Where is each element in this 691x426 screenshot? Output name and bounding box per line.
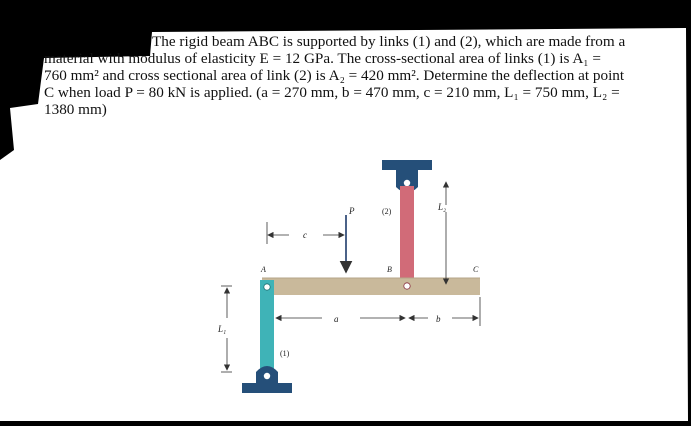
problem-text-line-4: C when load P = 80 kN is applied. (a = 270 mm, b = 470 mm, c = 210 mm, L₁ = 750 mm, L₂ = [44,84,620,101]
point-c-label: C [473,265,479,274]
pin-b [404,283,410,289]
dim-l2-label: L₂ [438,202,447,212]
rigid-beam [262,278,480,295]
link-2 [400,186,414,286]
top-support-plate [382,160,432,170]
bottom-support-plate [242,383,292,393]
dim-l1-label: L₁ [218,324,227,334]
link-1-label: (1) [280,349,290,358]
problem-text-line-3: 760 mm² and cross sectional area of link (2) is A₂ = 420 mm². Determine the deflection at point [44,67,625,84]
bottom-pin [264,373,270,379]
dim-b-label: b [436,314,441,324]
problem-text-line-5: 1380 mm) [44,101,107,118]
link-2-label: (2) [382,207,392,216]
dim-a-label: a [334,314,339,324]
point-a-label: A [261,265,266,274]
dim-c-label: c [303,230,307,240]
top-pin [404,180,410,186]
load-label: P [349,206,355,216]
pin-a [264,284,270,290]
problem-text-line-1: The rigid beam ABC is supported by links (1) and (2), which are made from a [152,33,626,50]
point-b-label: B [387,265,392,274]
link-1 [260,280,274,372]
problem-text-line-2: material with modulus of elasticity E = 12 GPa. The cross-sectional area of links (1) is A₁ = [44,50,601,67]
